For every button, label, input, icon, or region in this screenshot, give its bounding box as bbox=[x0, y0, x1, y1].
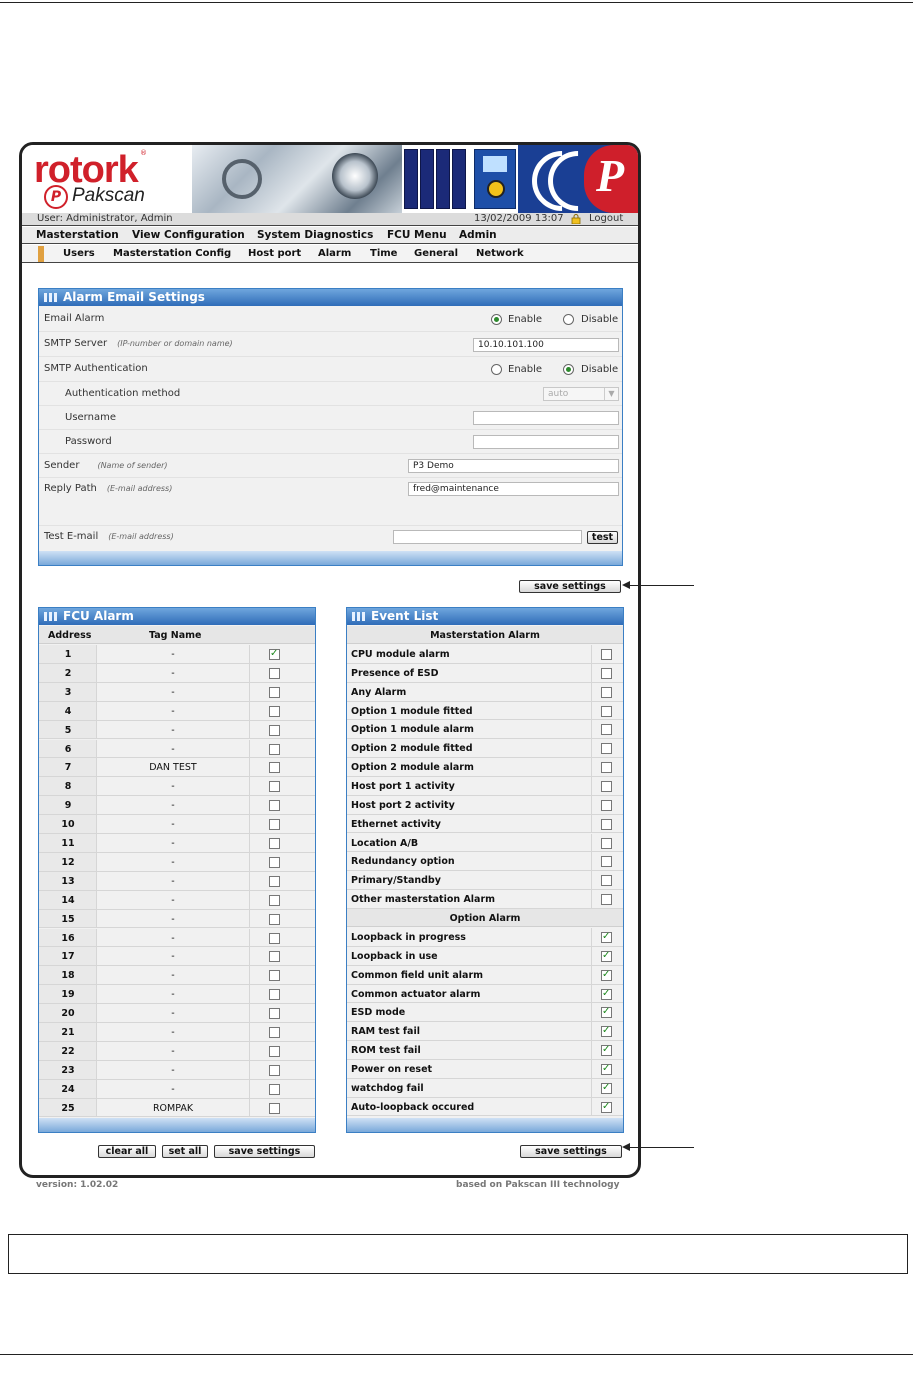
chevron-down-icon: ▼ bbox=[604, 388, 618, 400]
event-checkbox[interactable] bbox=[601, 687, 612, 698]
email-alarm-enable-radio[interactable] bbox=[491, 314, 502, 325]
reply-path-input[interactable]: fred@maintenance bbox=[408, 482, 619, 496]
fcu-tag-name: - bbox=[171, 819, 175, 831]
menu-view-configuration[interactable]: View Configuration bbox=[132, 229, 245, 241]
fcu-alarm-checkbox[interactable] bbox=[269, 781, 280, 792]
menu-system-diagnostics[interactable]: System Diagnostics bbox=[257, 229, 374, 241]
fcu-tag-name: - bbox=[171, 724, 175, 736]
fcu-tag-name: - bbox=[171, 989, 175, 1001]
fcu-address: 7 bbox=[64, 762, 72, 774]
fcu-tag-name: - bbox=[171, 667, 175, 679]
email-alarm-row: Email Alarm Enable Disable bbox=[39, 307, 622, 332]
panel-grip-icon bbox=[352, 612, 367, 621]
event-checkbox[interactable] bbox=[601, 668, 612, 679]
event-checkbox[interactable] bbox=[601, 894, 612, 905]
auth-method-row: Authentication method auto ▼ bbox=[39, 382, 622, 406]
event-label: Redundancy option bbox=[351, 856, 455, 868]
fcu-alarm-checkbox[interactable] bbox=[269, 895, 280, 906]
fcu-table-row bbox=[39, 721, 315, 740]
fcu-address: 22 bbox=[61, 1045, 75, 1057]
fcu-address: 11 bbox=[61, 838, 75, 849]
event-checkbox[interactable] bbox=[601, 1064, 612, 1075]
fcu-alarm-checkbox[interactable] bbox=[269, 857, 280, 868]
main-menu bbox=[22, 227, 638, 244]
save-settings-button-top[interactable]: save settings bbox=[519, 580, 621, 593]
modules-image bbox=[402, 149, 472, 209]
auth-method-select[interactable]: auto ▼ bbox=[543, 387, 619, 401]
fcu-tag-name: - bbox=[171, 856, 175, 868]
fcu-tag-name: - bbox=[171, 800, 175, 812]
fcu-table-row bbox=[39, 702, 315, 721]
fcu-address: 5 bbox=[64, 724, 72, 736]
event-label: Option 1 module fitted bbox=[351, 705, 473, 717]
event-list-row bbox=[347, 1060, 623, 1079]
event-list-row bbox=[347, 1003, 623, 1022]
event-label: ESD mode bbox=[351, 1007, 406, 1019]
event-label: Loopback in progress bbox=[351, 932, 466, 943]
technology-text: based on Pakscan III technology bbox=[456, 1180, 620, 1190]
col-address: Address bbox=[48, 630, 92, 641]
event-checkbox[interactable] bbox=[601, 762, 612, 773]
fcu-address: 1 bbox=[64, 649, 72, 660]
event-label: Option 2 module fitted bbox=[351, 743, 473, 755]
fcu-alarm-panel bbox=[38, 607, 316, 1133]
fcu-address: 17 bbox=[61, 951, 75, 963]
event-label: CPU module alarm bbox=[351, 649, 450, 660]
event-label: Option 2 module alarm bbox=[351, 762, 474, 774]
fcu-table-row bbox=[39, 947, 315, 966]
smtp-auth-disable-radio[interactable] bbox=[563, 364, 574, 375]
event-label: ROM test fail bbox=[351, 1045, 421, 1057]
event-list-panel-footer bbox=[347, 1118, 623, 1132]
page-rule-bottom bbox=[0, 1354, 913, 1355]
fcu-alarm-checkbox[interactable] bbox=[269, 838, 280, 849]
menu-admin[interactable]: Admin bbox=[459, 229, 497, 241]
fcu-address: 8 bbox=[64, 781, 72, 793]
fcu-alarm-checkbox[interactable] bbox=[269, 1008, 280, 1019]
event-label: Option 1 module alarm bbox=[351, 724, 474, 736]
fcu-alarm-checkbox[interactable] bbox=[269, 1046, 280, 1057]
fcu-alarm-checkbox[interactable] bbox=[269, 933, 280, 944]
fcu-table-row bbox=[39, 777, 315, 796]
annotation-arrow-top-icon bbox=[622, 581, 630, 589]
event-label: Auto-loopback occured bbox=[351, 1101, 475, 1113]
sender-input[interactable]: P3 Demo bbox=[408, 459, 619, 473]
p3-logo: P bbox=[518, 145, 638, 213]
submenu-masterstation-config[interactable]: Masterstation Config bbox=[113, 248, 232, 259]
event-list-row bbox=[347, 852, 623, 871]
submenu-general[interactable]: General bbox=[414, 248, 458, 259]
fcu-table-row bbox=[39, 1080, 315, 1099]
event-checkbox[interactable] bbox=[601, 1026, 612, 1037]
event-checkbox[interactable] bbox=[601, 706, 612, 717]
fcu-tag-name: ROMPAK bbox=[152, 1102, 194, 1114]
fcu-alarm-checkbox[interactable] bbox=[269, 989, 280, 1000]
test-email-row: Test E-mail (E-mail address) test bbox=[39, 526, 622, 550]
reply-path-row: Reply Path (E-mail address) fred@maintenance bbox=[39, 478, 622, 526]
fcu-table-row bbox=[39, 815, 315, 834]
fcu-tag-name: - bbox=[171, 1027, 175, 1038]
submenu-marker bbox=[38, 246, 44, 262]
fcu-table-row bbox=[39, 891, 315, 910]
fcu-address: 14 bbox=[61, 894, 75, 906]
fcu-alarm-checkbox[interactable] bbox=[269, 744, 280, 755]
fcu-tag-name: - bbox=[171, 1045, 175, 1057]
menu-fcu-menu[interactable]: FCU Menu bbox=[387, 229, 447, 241]
event-list-row bbox=[347, 739, 623, 758]
event-label: Ethernet activity bbox=[351, 818, 441, 830]
save-settings-button-fcu[interactable]: save settings bbox=[214, 1145, 315, 1158]
fcu-address: 3 bbox=[64, 686, 72, 698]
event-label: RAM test fail bbox=[351, 1026, 420, 1038]
event-checkbox[interactable] bbox=[601, 1045, 612, 1056]
fcu-table-row bbox=[39, 740, 315, 759]
event-label: Location A/B bbox=[351, 837, 419, 849]
masterstation-device-image bbox=[474, 149, 516, 209]
fcu-table-row bbox=[39, 1004, 315, 1023]
event-list-row bbox=[347, 928, 623, 947]
event-list-row bbox=[347, 720, 623, 739]
fcu-tag-name: - bbox=[171, 951, 175, 963]
fcu-tag-name: - bbox=[171, 894, 175, 906]
fcu-address: 19 bbox=[61, 989, 75, 1001]
fcu-tag-name: - bbox=[171, 781, 175, 793]
fcu-address: 6 bbox=[64, 743, 72, 755]
pakscan-p-icon: P bbox=[44, 185, 68, 209]
fcu-address: 18 bbox=[61, 970, 75, 982]
event-list-row bbox=[347, 1079, 623, 1098]
smtp-server-input[interactable]: 10.10.101.100 bbox=[473, 338, 619, 352]
test-email-input[interactable] bbox=[393, 530, 582, 544]
fcu-alarm-checkbox[interactable] bbox=[269, 1065, 280, 1076]
pakscan-logo: Pakscan bbox=[72, 185, 145, 206]
fcu-table-row bbox=[39, 758, 315, 777]
sender-row: Sender (Name of sender) P3 Demo bbox=[39, 454, 622, 478]
lock-icon bbox=[571, 214, 581, 224]
test-email-button[interactable]: test bbox=[587, 531, 618, 544]
event-checkbox[interactable] bbox=[601, 819, 612, 830]
current-user: User: Administrator, Admin bbox=[37, 213, 173, 224]
header-banner bbox=[22, 145, 638, 213]
event-checkbox[interactable] bbox=[601, 724, 612, 735]
fcu-tag-name: - bbox=[171, 705, 175, 717]
fcu-table-row bbox=[39, 929, 315, 948]
event-label: Loopback in use bbox=[351, 950, 438, 962]
caption-box bbox=[8, 1234, 908, 1274]
save-settings-button-bottom[interactable]: save settings bbox=[520, 1145, 622, 1158]
submenu-host-port[interactable]: Host port bbox=[248, 248, 302, 259]
fcu-address: 15 bbox=[61, 913, 75, 925]
fcu-tag-name: - bbox=[171, 970, 175, 982]
fcu-alarm-checkbox[interactable] bbox=[269, 970, 280, 981]
fcu-address: 12 bbox=[61, 856, 75, 868]
datetime: 13/02/2009 13:07 bbox=[474, 213, 564, 224]
set-all-button[interactable]: set all bbox=[162, 1145, 208, 1158]
fcu-alarm-checkbox[interactable] bbox=[269, 951, 280, 962]
alarm-email-panel bbox=[38, 288, 623, 566]
event-checkbox[interactable] bbox=[601, 875, 612, 886]
event-label: Primary/Standby bbox=[351, 875, 441, 887]
fcu-tag-name: - bbox=[171, 1083, 175, 1095]
masterstation-alarm-header: Masterstation Alarm bbox=[347, 626, 623, 644]
fcu-alarm-panel-footer bbox=[39, 1118, 315, 1132]
event-list-row bbox=[347, 777, 623, 796]
event-list-row bbox=[347, 890, 623, 909]
fcu-table-row bbox=[39, 683, 315, 702]
smtp-auth-row: SMTP Authentication Enable Disable bbox=[39, 357, 622, 382]
fcu-address: 13 bbox=[61, 875, 75, 887]
fcu-table-row bbox=[39, 853, 315, 872]
actuator-image bbox=[192, 145, 402, 213]
fcu-alarm-checkbox[interactable] bbox=[269, 725, 280, 736]
fcu-table-row bbox=[39, 966, 315, 985]
user-bar bbox=[22, 213, 638, 226]
event-list-row bbox=[347, 985, 623, 1004]
event-checkbox[interactable] bbox=[601, 970, 612, 981]
registered-mark: ® bbox=[140, 149, 147, 157]
option-alarm-header: Option Alarm bbox=[347, 909, 623, 927]
fcu-alarm-checkbox[interactable] bbox=[269, 706, 280, 717]
clear-all-button[interactable]: clear all bbox=[98, 1145, 156, 1158]
fcu-address: 25 bbox=[61, 1102, 75, 1114]
event-label: watchdog fail bbox=[351, 1082, 424, 1094]
fcu-table-row bbox=[39, 872, 315, 891]
event-checkbox[interactable] bbox=[601, 1007, 612, 1018]
event-checkbox[interactable] bbox=[601, 856, 612, 867]
fcu-alarm-checkbox[interactable] bbox=[269, 914, 280, 925]
fcu-table-row bbox=[39, 664, 315, 683]
event-list-row bbox=[347, 645, 623, 664]
fcu-table-row bbox=[39, 910, 315, 929]
event-checkbox[interactable] bbox=[601, 743, 612, 754]
alarm-email-panel-footer bbox=[39, 551, 622, 565]
fcu-table-header bbox=[39, 626, 315, 644]
page-rule-top bbox=[0, 2, 913, 3]
event-list-row bbox=[347, 664, 623, 683]
submenu-users[interactable]: Users bbox=[63, 248, 95, 259]
fcu-address: 2 bbox=[64, 667, 72, 679]
event-list-row bbox=[347, 796, 623, 815]
fcu-tag-name: - bbox=[171, 686, 175, 698]
fcu-table-row bbox=[39, 985, 315, 1004]
event-label: Common actuator alarm bbox=[351, 988, 481, 1000]
event-list-row bbox=[347, 1022, 623, 1041]
fcu-tag-name: - bbox=[171, 932, 175, 944]
fcu-table-row bbox=[39, 1042, 315, 1061]
event-checkbox[interactable] bbox=[601, 932, 612, 943]
annotation-arrow-bottom-icon bbox=[622, 1143, 630, 1151]
fcu-tag-name: - bbox=[171, 913, 175, 925]
fcu-alarm-checkbox[interactable] bbox=[269, 819, 280, 830]
fcu-address: 4 bbox=[64, 705, 72, 717]
event-label: Power on reset bbox=[351, 1063, 433, 1075]
browser-frame bbox=[19, 142, 641, 1178]
event-checkbox[interactable] bbox=[601, 838, 612, 849]
event-checkbox[interactable] bbox=[601, 951, 612, 962]
event-list-row bbox=[347, 815, 623, 834]
event-checkbox[interactable] bbox=[601, 1083, 612, 1094]
annotation-arrow-bottom-line bbox=[628, 1147, 694, 1148]
logout-link[interactable]: Logout bbox=[589, 213, 624, 224]
fcu-alarm-checkbox[interactable] bbox=[269, 800, 280, 811]
fcu-tag-name: - bbox=[171, 875, 175, 887]
email-alarm-disable-radio[interactable] bbox=[563, 314, 574, 325]
fcu-tag-name: - bbox=[171, 743, 175, 755]
fcu-alarm-checkbox[interactable] bbox=[269, 762, 280, 773]
event-checkbox[interactable] bbox=[601, 781, 612, 792]
fcu-tag-name: - bbox=[171, 649, 175, 660]
sub-menu bbox=[22, 245, 638, 263]
fcu-tag-name: - bbox=[171, 1064, 175, 1076]
menu-masterstation[interactable]: Masterstation bbox=[36, 229, 119, 241]
event-checkbox[interactable] bbox=[601, 649, 612, 660]
event-checkbox[interactable] bbox=[601, 1102, 612, 1113]
event-list-row bbox=[347, 758, 623, 777]
event-list-panel bbox=[346, 607, 624, 1133]
event-list-row bbox=[347, 871, 623, 890]
username-input[interactable] bbox=[473, 411, 619, 425]
fcu-alarm-panel-title: FCU Alarm bbox=[39, 608, 315, 625]
smtp-auth-enable-radio[interactable] bbox=[491, 364, 502, 375]
alarm-email-panel-title: Alarm Email Settings bbox=[39, 289, 622, 306]
event-list-panel-title: Event List bbox=[347, 608, 623, 625]
fcu-address: 21 bbox=[61, 1027, 75, 1038]
event-checkbox[interactable] bbox=[601, 800, 612, 811]
fcu-address: 23 bbox=[61, 1064, 75, 1076]
fcu-table-row bbox=[39, 645, 315, 664]
fcu-alarm-checkbox[interactable] bbox=[269, 1027, 280, 1038]
event-checkbox[interactable] bbox=[601, 989, 612, 1000]
fcu-table-row bbox=[39, 1061, 315, 1080]
fcu-table-row bbox=[39, 1099, 315, 1118]
event-list-row bbox=[347, 1041, 623, 1060]
fcu-table-row bbox=[39, 834, 315, 853]
event-label: Host port 1 activity bbox=[351, 780, 455, 792]
fcu-table-row bbox=[39, 796, 315, 815]
fcu-alarm-checkbox[interactable] bbox=[269, 1084, 280, 1095]
event-label: Any Alarm bbox=[351, 686, 407, 698]
submenu-network[interactable]: Network bbox=[476, 248, 524, 259]
event-label: Presence of ESD bbox=[351, 667, 439, 679]
event-list-row bbox=[347, 834, 623, 853]
password-row: Password bbox=[39, 430, 622, 454]
fcu-alarm-checkbox[interactable] bbox=[269, 687, 280, 698]
fcu-tag-name: - bbox=[171, 838, 175, 849]
fcu-alarm-checkbox[interactable] bbox=[269, 668, 280, 679]
fcu-address: 10 bbox=[61, 819, 75, 831]
event-list-row bbox=[347, 1098, 623, 1117]
event-list-row bbox=[347, 966, 623, 985]
fcu-alarm-checkbox[interactable] bbox=[269, 649, 280, 660]
fcu-tag-name: - bbox=[171, 1008, 175, 1020]
annotation-arrow-top-line bbox=[628, 585, 694, 586]
event-list-row bbox=[347, 702, 623, 721]
rotork-logo: rotork bbox=[34, 149, 138, 191]
panel-grip-icon bbox=[44, 612, 59, 621]
submenu-time[interactable]: Time bbox=[370, 248, 398, 259]
fcu-address: 24 bbox=[61, 1083, 75, 1095]
fcu-address: 16 bbox=[61, 932, 75, 944]
password-input[interactable] bbox=[473, 435, 619, 449]
panel-grip-icon bbox=[44, 293, 59, 302]
username-row: Username bbox=[39, 406, 622, 430]
event-label: Host port 2 activity bbox=[351, 799, 455, 811]
fcu-address: 20 bbox=[61, 1008, 75, 1020]
fcu-alarm-checkbox[interactable] bbox=[269, 876, 280, 887]
fcu-alarm-checkbox[interactable] bbox=[269, 1103, 280, 1114]
event-list-row bbox=[347, 947, 623, 966]
submenu-alarm[interactable]: Alarm bbox=[318, 248, 352, 259]
fcu-tag-name: DAN TEST bbox=[149, 762, 197, 774]
event-label: Common field unit alarm bbox=[351, 969, 484, 981]
smtp-server-row: SMTP Server (IP-number or domain name) 10.10.101.100 bbox=[39, 332, 622, 357]
version-text: version: 1.02.02 bbox=[36, 1180, 119, 1190]
col-tag-name: Tag Name bbox=[149, 630, 202, 641]
event-list-row bbox=[347, 683, 623, 702]
fcu-table-row bbox=[39, 1023, 315, 1042]
event-label: Other masterstation Alarm bbox=[351, 894, 496, 906]
fcu-address: 9 bbox=[64, 800, 72, 812]
